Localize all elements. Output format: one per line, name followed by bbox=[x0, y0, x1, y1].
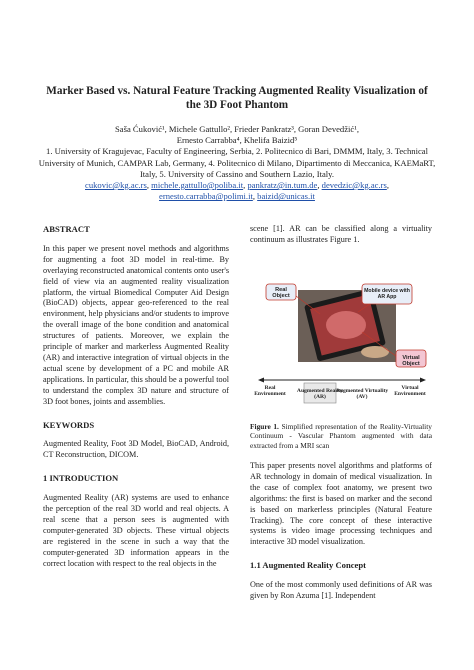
affiliations: 1. University of Kragujevac, Faculty of Engineering, Serbia, 2. Politecnico di Bari, DMMM, Italy, 3. Technical University of Munich, CAMPAR Lab, Germany, 4. Politecnico di Milano, Dipartimento di Meccanica, KAEMaRT, Italy, 5. University of Cassino and Southern Lazio, Italy. bbox=[38, 146, 436, 179]
emails-line-1: cukovic@kg.ac.rs, michele.gattullo@poliba.it, pankratz@in.tum.de, devedzic@kg.ac.rs, bbox=[85, 180, 389, 191]
email-link[interactable]: cukovic@kg.ac.rs bbox=[85, 180, 147, 191]
section-text: One of the most commonly used definitions of AR was given by Ron Azuma [1]. Independent bbox=[250, 580, 432, 601]
email-link[interactable]: ernesto.carrabba@polimi.it bbox=[159, 191, 253, 202]
introduction-text: Augmented Reality (AR) systems are used to enhance the perception of the real 3D world and real objects. A real scene that a person sees is augmented with computer-generated 3D objects. These virtual objects are registered in the scene in such a way that the computer-generated 3D information appears in the correct location with respect to the real objects in the bbox=[43, 493, 229, 568]
virtual-object-label: Virtual Object bbox=[402, 354, 420, 368]
caption-text: Simplified representation of the Reality-Virtuality Continuum - Vascular Phantom augmented with data extracted from a MRI scan bbox=[250, 421, 432, 450]
keywords-text: Augmented Reality, Foot 3D Model, BioCAD, Android, CT Reconstruction, DICOM. bbox=[43, 439, 229, 460]
email-link[interactable]: baizid@unicas.it bbox=[257, 191, 315, 202]
abstract-heading: ABSTRACT bbox=[43, 224, 90, 234]
emails-line-2: ernesto.carrabba@polimi.it, baizid@unicas.it bbox=[159, 191, 315, 202]
keywords-heading: KEYWORDS bbox=[43, 419, 95, 430]
right-column bbox=[250, 224, 432, 602]
figure-1 bbox=[250, 252, 432, 422]
email-link[interactable]: pankratz@in.tum.de bbox=[247, 180, 318, 191]
authors-line-2: Ernesto Carrabba⁴, Khelifa Baizid⁵ bbox=[176, 135, 298, 146]
email-link[interactable]: devedzic@kg.ac.rs bbox=[321, 180, 387, 191]
continuum-augmented-reality: Augmented Reality (AR) bbox=[296, 387, 344, 401]
section-heading: 1.1 Augmented Reality Concept bbox=[250, 560, 367, 571]
authors-line-1: Saša Ćuković¹, Michele Gattullo², Frieder Pankratz³, Goran Devedžić¹, bbox=[115, 124, 359, 134]
abstract-text: In this paper we present novel methods and algorithms for augmenting a foot 3D model in real-time. By overlaying reconstructed anatomical contents onto user's field of view via an augmented reality visualization platform, the virtual Biomedical Computer Aid Design (BioCAD) objects, appear geo-referenced to the real environment, help physicians and/or students to improve the overall image of the bone condition and anatomical structures of patients. Moreover, we explain the principle of marker and markerless Augmented Reality (AR) and interactive integration of virtual objects in the actual scene by development of a PC and mobile AR applications. In particular, this should be a powerful tool to understand the complex 3D nature and structure of 3D foot bones, joints and assemblies. bbox=[43, 243, 229, 406]
email-link[interactable]: michele.gattullo@poliba.it bbox=[151, 180, 244, 191]
body-text: This paper presents novel algorithms and platforms of AR technology in domain of medical visualization. In the case of complex foot anatomy, we present two algorithms: the first is based on marker and the second is based on markerless principles (Natural Feature Tracking). The core concept of these interactive systems is video image processing techniques and interactive 3D model visualization. bbox=[250, 461, 432, 547]
introduction-continued: scene [1]. AR can be classified along a virtuality continuum as illustrates Figure 1. bbox=[250, 224, 432, 244]
figure-illustration bbox=[250, 252, 432, 420]
introduction-heading: 1 INTRODUCTION bbox=[43, 473, 119, 484]
caption-label: Figure 1. bbox=[250, 421, 279, 431]
vascular-render bbox=[326, 311, 366, 339]
mobile-device-label: Mobile device with AR App bbox=[364, 287, 410, 301]
author-block bbox=[30, 124, 444, 202]
real-object-label: Real Object bbox=[272, 286, 290, 300]
continuum-real-environment: Real Environment bbox=[254, 384, 286, 398]
virtuality-continuum bbox=[254, 377, 426, 403]
continuum-augmented-virtuality: Augmented Virtuality (AV) bbox=[335, 387, 389, 401]
paper-title: Marker Based vs. Natural Feature Tracking Augmented Reality Visualization of the 3D Foot Phantom bbox=[46, 85, 428, 111]
continuum-virtual-environment: Virtual Environment bbox=[394, 384, 426, 398]
left-column bbox=[43, 224, 229, 569]
figure-caption bbox=[250, 422, 432, 450]
